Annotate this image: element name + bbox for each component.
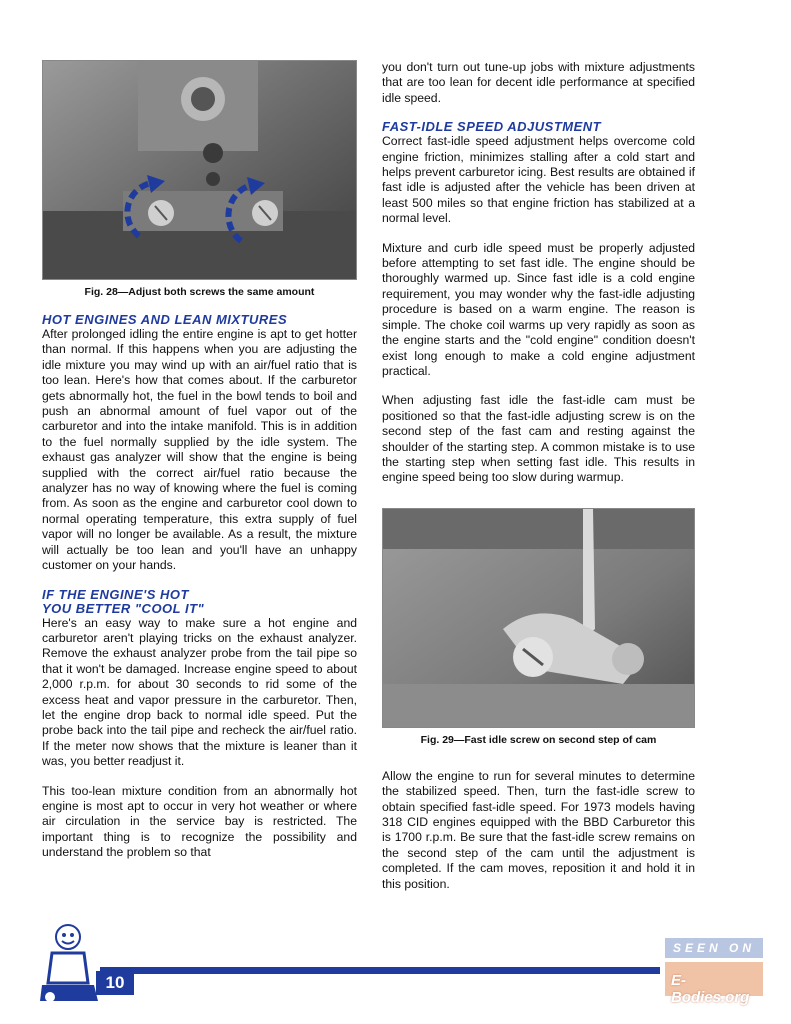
fig-29-photo: [382, 508, 695, 728]
seen-on-logo: [665, 938, 763, 1006]
page-number: 10: [96, 971, 134, 995]
paragraph-fast-idle-3: When adjusting fast idle the fast-idle cam must be positioned so that the fast-idle adjusting screw is on the second step of the fast cam and resting against the shoulder of the starting step. A common mistake is to use the starting step when setting fast idle. This results in engine speed being too slow during warmup.: [382, 393, 695, 485]
logo-top-text: SEEN ON: [665, 938, 763, 958]
right-column: [382, 60, 695, 892]
heading-hot-engines: HOT ENGINES AND LEAN MIXTURES: [42, 312, 288, 327]
paragraph-fast-idle-4: Allow the engine to run for several minutes to determine the stabilized speed. Then, turn the fast-idle screw to obtain specified fast-idle speed. For 1973 models having 318 CID engines equipped with the BBD Carburetor this is 1700 r.p.m. Be sure that the fast-idle screw remains on the second step of the cam until the adjustment is completed. If the cam moves, reposition it and hold it in this position.: [382, 768, 695, 891]
heading-cool-it-line1: IF THE ENGINE'S HOT: [42, 586, 189, 602]
heading-fast-idle: FAST-IDLE SPEED ADJUSTMENT: [382, 119, 602, 135]
fig-29-caption: Fig. 29—Fast idle screw on second step of cam: [420, 733, 657, 746]
paragraph-too-lean: This too-lean mixture condition from an abnormally hot engine is most apt to occur in very hot weather or where air circulation in the service bay is restricted. The important thing is to recognize the possibility and understand the problem so that: [42, 783, 357, 860]
logo-bottom-text: E-Bodies.org: [671, 972, 750, 1006]
carburetor-screws-image: [43, 61, 356, 279]
left-column: [42, 60, 357, 861]
heading-cool-it-line2: YOU BETTER "COOL IT": [42, 600, 205, 616]
fig-28-caption: Fig. 28—Adjust both screws the same amount: [84, 286, 315, 298]
paragraph-hot-engines: After prolonged idling the entire engine is apt to get hotter than normal. If this happens when you are adjusting the idle mixture you may wind up with an air/fuel ratio that is too lean. Here's how that comes about. If the carburetor gets abnormally hot, the fuel in the bowl tends to boil and push an abnormal amount of fuel vapor out of the carburetor and into the intake manifold. This is in addition to the fuel normally supplied by the idle system. The exhaust gas analyzer will show that the engine is being supplied with the correct air/fuel ratio because the analyzer has no way of knowing where the fuel is coming from. As soon as the engine and carburetor cool down to normal operating temperature, this extra supply of fuel vapor will no longer be available. As a result, the mixture will actually be too lean and you'll have an unhappy customer on your hands.: [42, 327, 357, 573]
paragraph-fast-idle-2: Mixture and curb idle speed must be properly adjusted before attempting to set fast idle. The engine should be thoroughly warmed up. Since fast idle is a cold engine requirement, you may wonder why the fast-idle adjusting procedure is based on a warm engine. The reason is simple. The choke coil warms up very rapidly as soon as the engine starts and the "cold engine" condition doesn't exist long enough to make a cold engine adjustment practical.: [382, 240, 695, 378]
footer-rule: [100, 967, 660, 974]
fast-idle-cam-image: [383, 509, 694, 727]
paragraph-continuation: you don't turn out tune-up jobs with mixture adjustments that are too lean for decent idle performance at specified idle speed.: [382, 60, 695, 105]
logo-bottom: [665, 962, 763, 1006]
paragraph-fast-idle-1: Correct fast-idle speed adjustment helps overcome cold engine friction, minimizes stalling after a cold start and helps prevent carburetor icing. Best results are obtained if fast idle is adjusted after the vehicle has been driven at least 500 miles so that engine friction has stabilized at a normal level.: [382, 134, 695, 226]
fig-28-photo: [42, 60, 357, 280]
paragraph-cool-it: Here's an easy way to make sure a hot engine and carburetor aren't playing tricks on the exhaust analyzer. Remove the exhaust analyzer probe from the tail pipe so that it won't be damaged. Increase engine speed to about 2,000 r.p.m. for about 30 seconds to rid some of the excess heat and vapor pressure in the carburetor. Then, let the engine drop back to normal idle speed. Put the probe back into the tail pipe and recheck the air/fuel ratio. If the meter now shows that the mixture is leaner than it was, you better readjust it.: [42, 615, 357, 769]
